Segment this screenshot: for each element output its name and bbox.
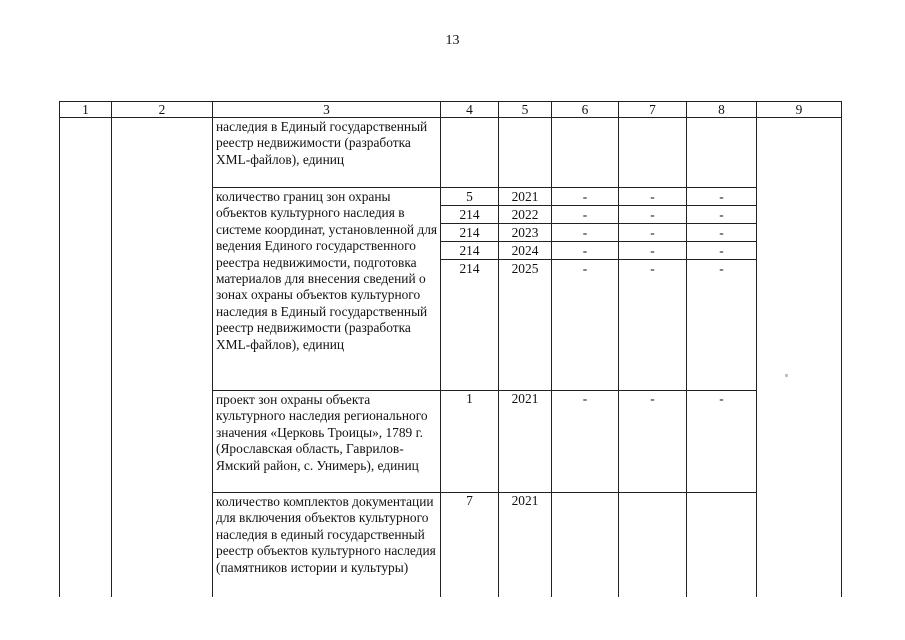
row-year: 2021 xyxy=(499,493,552,598)
col-9-cell xyxy=(757,118,842,598)
entry-col-8: - xyxy=(687,224,756,242)
entry-value: 214 xyxy=(441,224,498,242)
entry-col-6: - xyxy=(552,206,618,224)
row-description: количество границ зон охраны объектов культурного наследия в системе координат, установленной для ведения Единого государственного реестра недвижимости, подготовка материалов для внесения сведений о зонах охраны объектов культурного наследия в Единый государственный реестр недвижимости (разработка XML-файлов), единиц xyxy=(213,188,441,391)
header-col-6: 6 xyxy=(552,102,619,118)
entry-col-8: - xyxy=(687,188,756,206)
row-col-7: - xyxy=(619,391,687,493)
header-col-5: 5 xyxy=(499,102,552,118)
entry-col-8: - xyxy=(687,242,756,260)
row-col-8-stack xyxy=(687,188,757,391)
entry-year: 2023 xyxy=(499,224,551,242)
header-row xyxy=(60,102,842,118)
entry-value: 214 xyxy=(441,242,498,260)
entry-col-6: - xyxy=(552,188,618,206)
row-col-8: - xyxy=(687,391,757,493)
entry-year: 2022 xyxy=(499,206,551,224)
entry-col-7: - xyxy=(619,242,686,260)
row-years-stack xyxy=(499,188,552,391)
entry-col-6: - xyxy=(582,261,588,276)
document-table xyxy=(59,101,842,597)
row-col-8 xyxy=(687,118,757,188)
row-col-7 xyxy=(619,493,687,598)
row-year xyxy=(499,118,552,188)
table-row xyxy=(60,118,842,188)
entry-col-6: - xyxy=(552,224,618,242)
row-col-6 xyxy=(552,493,619,598)
page-number: 13 xyxy=(445,33,460,48)
row-col-8 xyxy=(687,493,757,598)
header-col-4: 4 xyxy=(441,102,499,118)
entry-col-8: - xyxy=(687,206,756,224)
entry-col-7: - xyxy=(619,188,686,206)
header-col-9: 9 xyxy=(757,102,842,118)
entry-year: 2021 xyxy=(499,188,551,206)
scan-speck xyxy=(785,374,788,377)
entry-year: 2025 xyxy=(511,261,539,276)
col-2-cell xyxy=(112,118,213,598)
header-col-3: 3 xyxy=(213,102,441,118)
row-value: 1 xyxy=(441,391,499,493)
entry-col-7: - xyxy=(619,206,686,224)
row-description: количество комплектов документации для включения объектов культурного наследия в единый государственный реестр объектов культурного наследия (памятников истории и культуры) xyxy=(213,493,441,598)
entry-value: 5 xyxy=(441,188,498,206)
row-value xyxy=(441,118,499,188)
row-col-6-stack xyxy=(552,188,619,391)
header-col-8: 8 xyxy=(687,102,757,118)
header-col-7: 7 xyxy=(619,102,687,118)
entry-year: 2024 xyxy=(499,242,551,260)
entry-col-6: - xyxy=(552,242,618,260)
row-col-7 xyxy=(619,118,687,188)
row-col-7-stack xyxy=(619,188,687,391)
entry-value: 214 xyxy=(441,206,498,224)
row-values-stack xyxy=(441,188,499,391)
entry-col-7: - xyxy=(650,261,655,276)
row-description: проект зон охраны объекта культурного наследия регионального значения «Церковь Троицы», 1789 г. (Ярославская область, Гаврилов-Ямский район, с. Унимерь), единиц xyxy=(213,391,441,493)
row-col-6: - xyxy=(552,391,619,493)
row-year: 2021 xyxy=(499,391,552,493)
entry-col-8: - xyxy=(719,261,724,276)
row-col-6 xyxy=(552,118,619,188)
row-value: 7 xyxy=(441,493,499,598)
header-col-2: 2 xyxy=(112,102,213,118)
col-1-cell xyxy=(60,118,112,598)
entry-col-7: - xyxy=(619,224,686,242)
header-col-1: 1 xyxy=(60,102,112,118)
entry-value: 214 xyxy=(459,261,480,276)
row-description: наследия в Единый государственный реестр недвижимости (разработка XML-файлов), единиц xyxy=(213,118,441,188)
